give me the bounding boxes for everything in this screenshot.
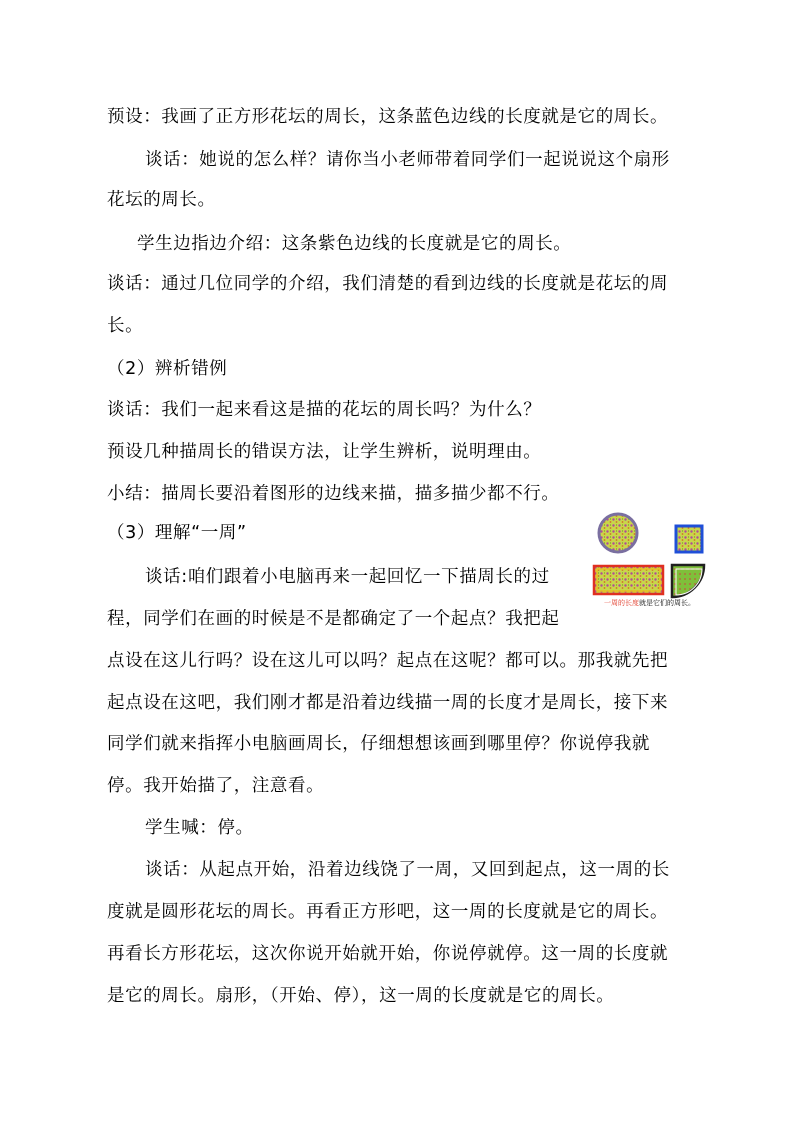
caption-text: 就是它们的周长。: [639, 599, 695, 607]
text-line: 程，同学们在画的时候是不是都确定了一个起点？我把起: [107, 609, 560, 629]
text-line: 起点设在这吧，我们刚才都是沿着边线描一周的长度才是周长，接下来: [107, 693, 669, 713]
text-line: 停。我开始描了，注意看。: [107, 776, 325, 796]
text-line: 度就是圆形花坛的周长。再看正方形吧，这一周的长度就是它的周长。: [107, 902, 669, 922]
text-line: 小结：描周长要沿着图形的边线来描，描多描少都不行。: [107, 484, 560, 504]
text-line: 同学们就来指挥小电脑画周长，仔细想想该画到哪里停？你说停我就: [107, 734, 650, 754]
text-line: 学生边指边介绍：这条紫色边线的长度就是它的周长。: [137, 234, 572, 254]
text-line: 再看长方形花坛，这次你说开始就开始，你说停就停。这一周的长度就: [107, 944, 669, 964]
flowerbed-shapes-figure: [588, 512, 706, 612]
text-line: 长。: [107, 316, 144, 336]
section-heading: （3）理解“一周”: [107, 523, 247, 543]
text-line: 谈话：从起点开始，沿着边线饶了一周，又回到起点，这一周的长: [145, 860, 670, 880]
text-line: 预设几种描周长的错误方法，让学生辨析，说明理由。: [107, 442, 542, 462]
caption-highlight: 一周的长度: [604, 599, 639, 607]
text-line: 点设在这儿行吗？设在这儿可以吗？起点在这呢？都可以。那我就先把: [107, 651, 669, 671]
text-line: 谈话：通过几位同学的介绍，我们清楚的看到边线的长度就是花坛的周: [107, 274, 669, 294]
text-line: 预设：我画了正方形花坛的周长，这条蓝色边线的长度就是它的周长。: [107, 107, 669, 127]
text-line: 学生喊：停。: [145, 818, 254, 838]
text-line: 谈话：我们一起来看这是描的花坛的周长吗？为什么？: [107, 400, 542, 420]
figure-caption: [604, 599, 695, 607]
circle-flowerbed: [599, 514, 637, 552]
text-line: 是它的周长。扇形，（开始、停），这一周的长度就是它的周长。: [107, 986, 615, 1006]
flowerbed-illustration: [588, 512, 706, 612]
fan-flowerbed: [672, 565, 704, 597]
text-line: 谈话：她说的怎么样？请你当小老师带着同学们一起说说这个扇形: [145, 150, 670, 170]
rectangle-flowerbed: [594, 566, 663, 594]
text-line: 花坛的周长。: [107, 190, 216, 210]
square-flowerbed: [676, 526, 702, 552]
section-heading: （2）辨析错例: [107, 359, 228, 379]
text-line: 谈话:咱们跟着小电脑再来一起回忆一下描周长的过: [145, 567, 550, 587]
